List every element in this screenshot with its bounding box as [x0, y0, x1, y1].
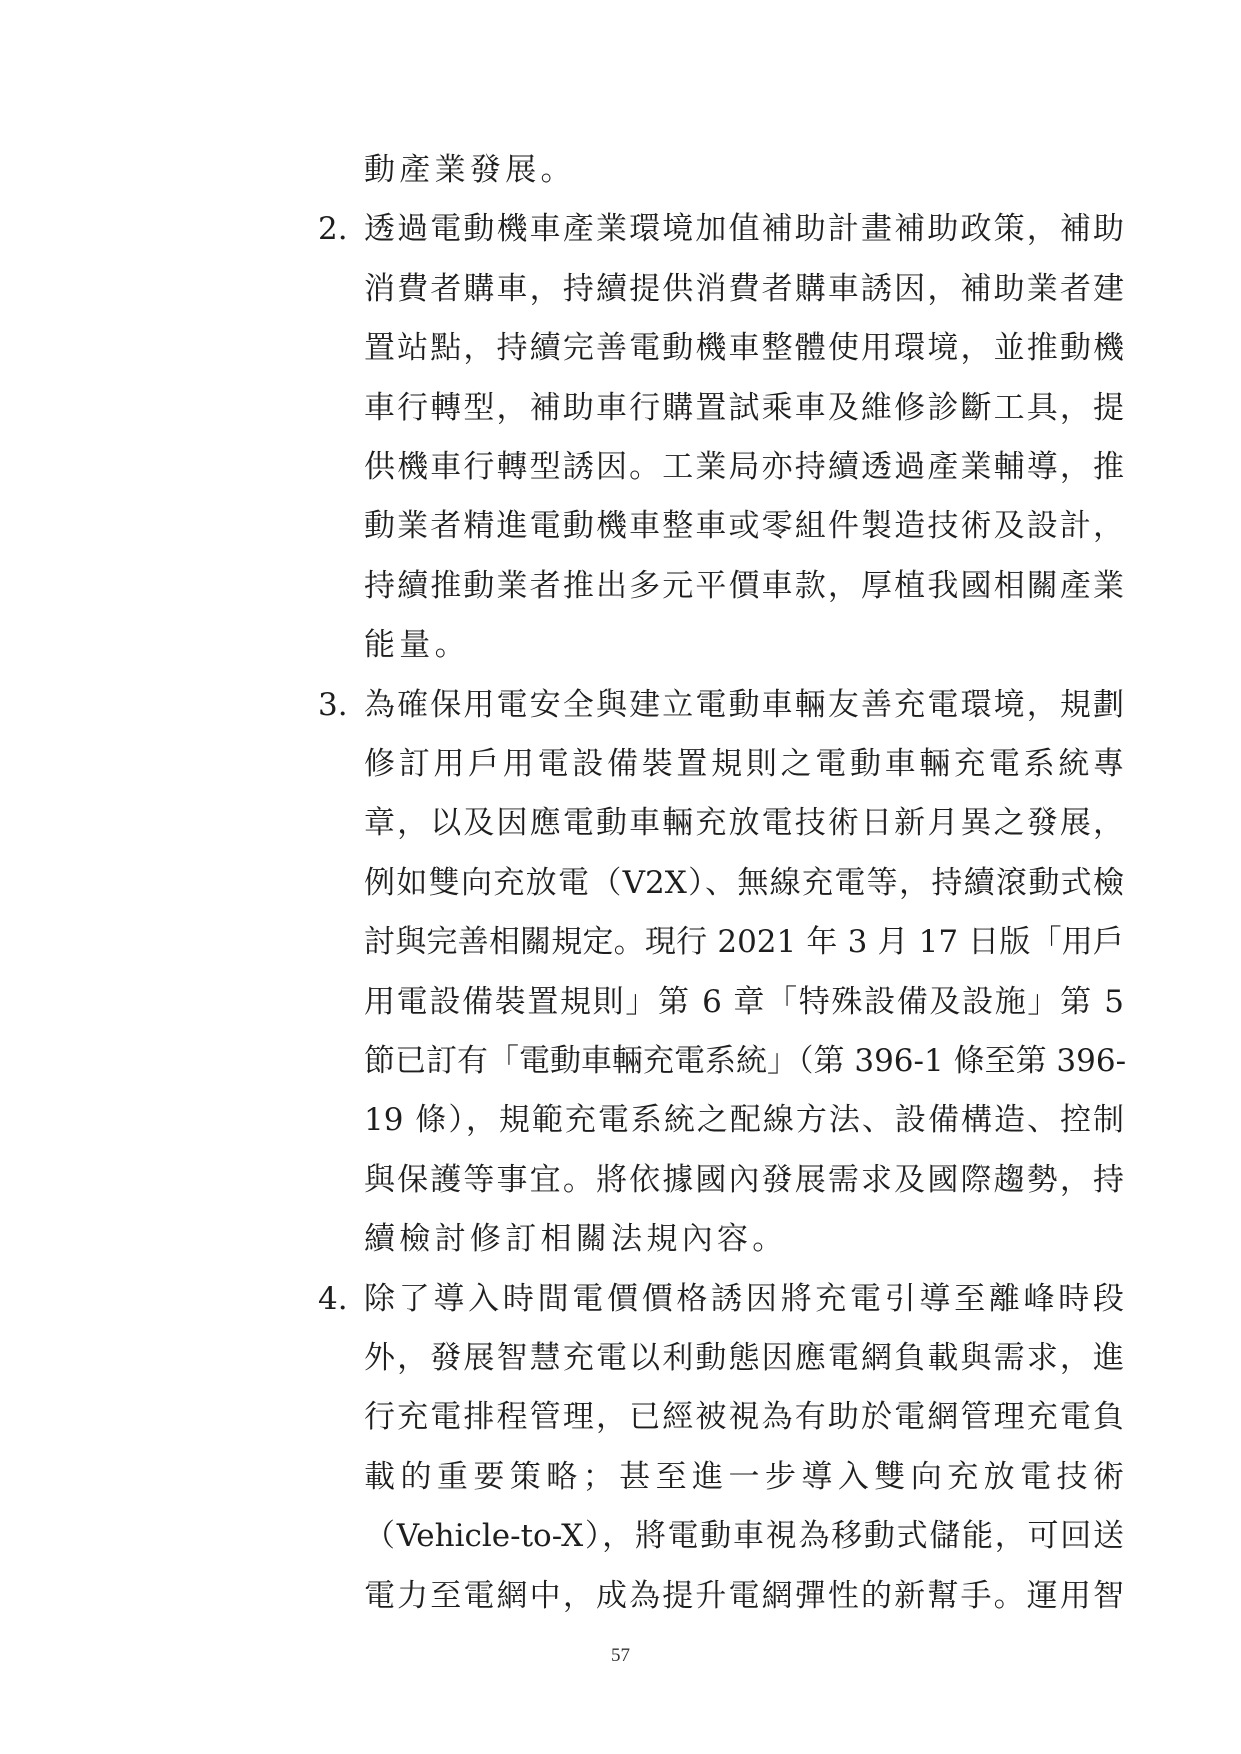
text-line — [0, 675, 1241, 735]
text-line — [0, 259, 1241, 319]
line-text: 電力至電網中，成為提升電網彈性的新幫手。運用智 — [364, 1577, 1124, 1614]
line-text: 用電設備裝置規則」第 6 章「特殊設備及設施」第 5 — [364, 983, 1124, 1020]
line-text: 消費者購車，持續提供消費者購車誘因，補助業者建 — [364, 270, 1124, 307]
line-text: 節已訂有「電動車輛充電系統」（第 396-1 條至第 396- — [364, 1043, 1127, 1079]
text-line — [0, 437, 1241, 497]
text-line — [0, 199, 1241, 259]
text-line — [0, 1328, 1241, 1388]
list-number: 4. — [318, 1280, 348, 1317]
line-text: 19 條），規範充電系統之配線方法、設備構造、控制 — [364, 1102, 1124, 1139]
text-line — [0, 1566, 1241, 1626]
text-line — [0, 496, 1241, 556]
text-line — [0, 378, 1241, 438]
text-line — [0, 1031, 1241, 1091]
text-line — [0, 1387, 1241, 1447]
line-text: 動業者精進電動機車整車或零組件製造技術及設計， — [364, 508, 1124, 545]
text-line — [0, 1269, 1241, 1329]
text-line — [0, 140, 1241, 200]
line-text: 為確保用電安全與建立電動車輛友善充電環境，規劃 — [364, 686, 1124, 723]
line-text: （Vehicle-to-X），將電動車視為移動式儲能，可回送 — [364, 1518, 1124, 1555]
line-text: 外，發展智慧充電以利動態因應電網負載與需求，進 — [364, 1340, 1124, 1376]
list-number: 2. — [318, 211, 348, 248]
line-text: 載的重要策略；甚至進一步導入雙向充放電技術 — [364, 1458, 1124, 1495]
line-text: 與保護等事宜。將依據國內發展需求及國際趨勢，持 — [364, 1161, 1124, 1198]
line-text: 行充電排程管理，已經被視為有助於電網管理充電負 — [364, 1399, 1124, 1436]
text-line — [0, 734, 1241, 794]
text-line — [0, 912, 1241, 972]
text-line — [0, 1506, 1241, 1566]
line-text: 討與完善相關規定。現行 2021 年 3 月 17 日版「用戶 — [364, 924, 1124, 961]
line-text: 修訂用戶用電設備裝置規則之電動車輛充電系統專 — [364, 746, 1124, 782]
text-line — [0, 318, 1241, 378]
text-line — [0, 615, 1241, 675]
text-line — [0, 972, 1241, 1032]
list-number: 3. — [318, 686, 348, 723]
line-text: 章，以及因應電動車輛充放電技術日新月異之發展， — [364, 805, 1124, 842]
line-text: 例如雙向充放電（V2X）、無線充電等，持續滾動式檢 — [364, 864, 1124, 901]
text-line — [0, 793, 1241, 853]
line-text: 持續推動業者推出多元平價車款，厚植我國相關產業 — [364, 567, 1124, 604]
text-line — [0, 1209, 1241, 1269]
line-text: 供機車行轉型誘因。工業局亦持續透過產業輔導，推 — [364, 449, 1124, 485]
line-text: 能量。 — [364, 627, 470, 664]
line-text: 動產業發展。 — [364, 152, 576, 188]
line-text: 續檢討修訂相關法規內容。 — [364, 1221, 788, 1258]
line-text: 置站點，持續完善電動機車整體使用環境，並推動機 — [364, 330, 1124, 367]
text-line — [0, 1090, 1241, 1150]
text-line — [0, 853, 1241, 913]
line-text: 透過電動機車產業環境加值補助計畫補助政策，補助 — [364, 211, 1124, 248]
text-line — [0, 1150, 1241, 1210]
line-text: 除了導入時間電價價格誘因將充電引導至離峰時段 — [364, 1280, 1124, 1317]
page-number: 57 — [611, 1645, 630, 1666]
text-line — [0, 1447, 1241, 1507]
line-text: 車行轉型，補助車行購置試乘車及維修診斷工具，提 — [364, 389, 1124, 426]
text-line — [0, 556, 1241, 616]
